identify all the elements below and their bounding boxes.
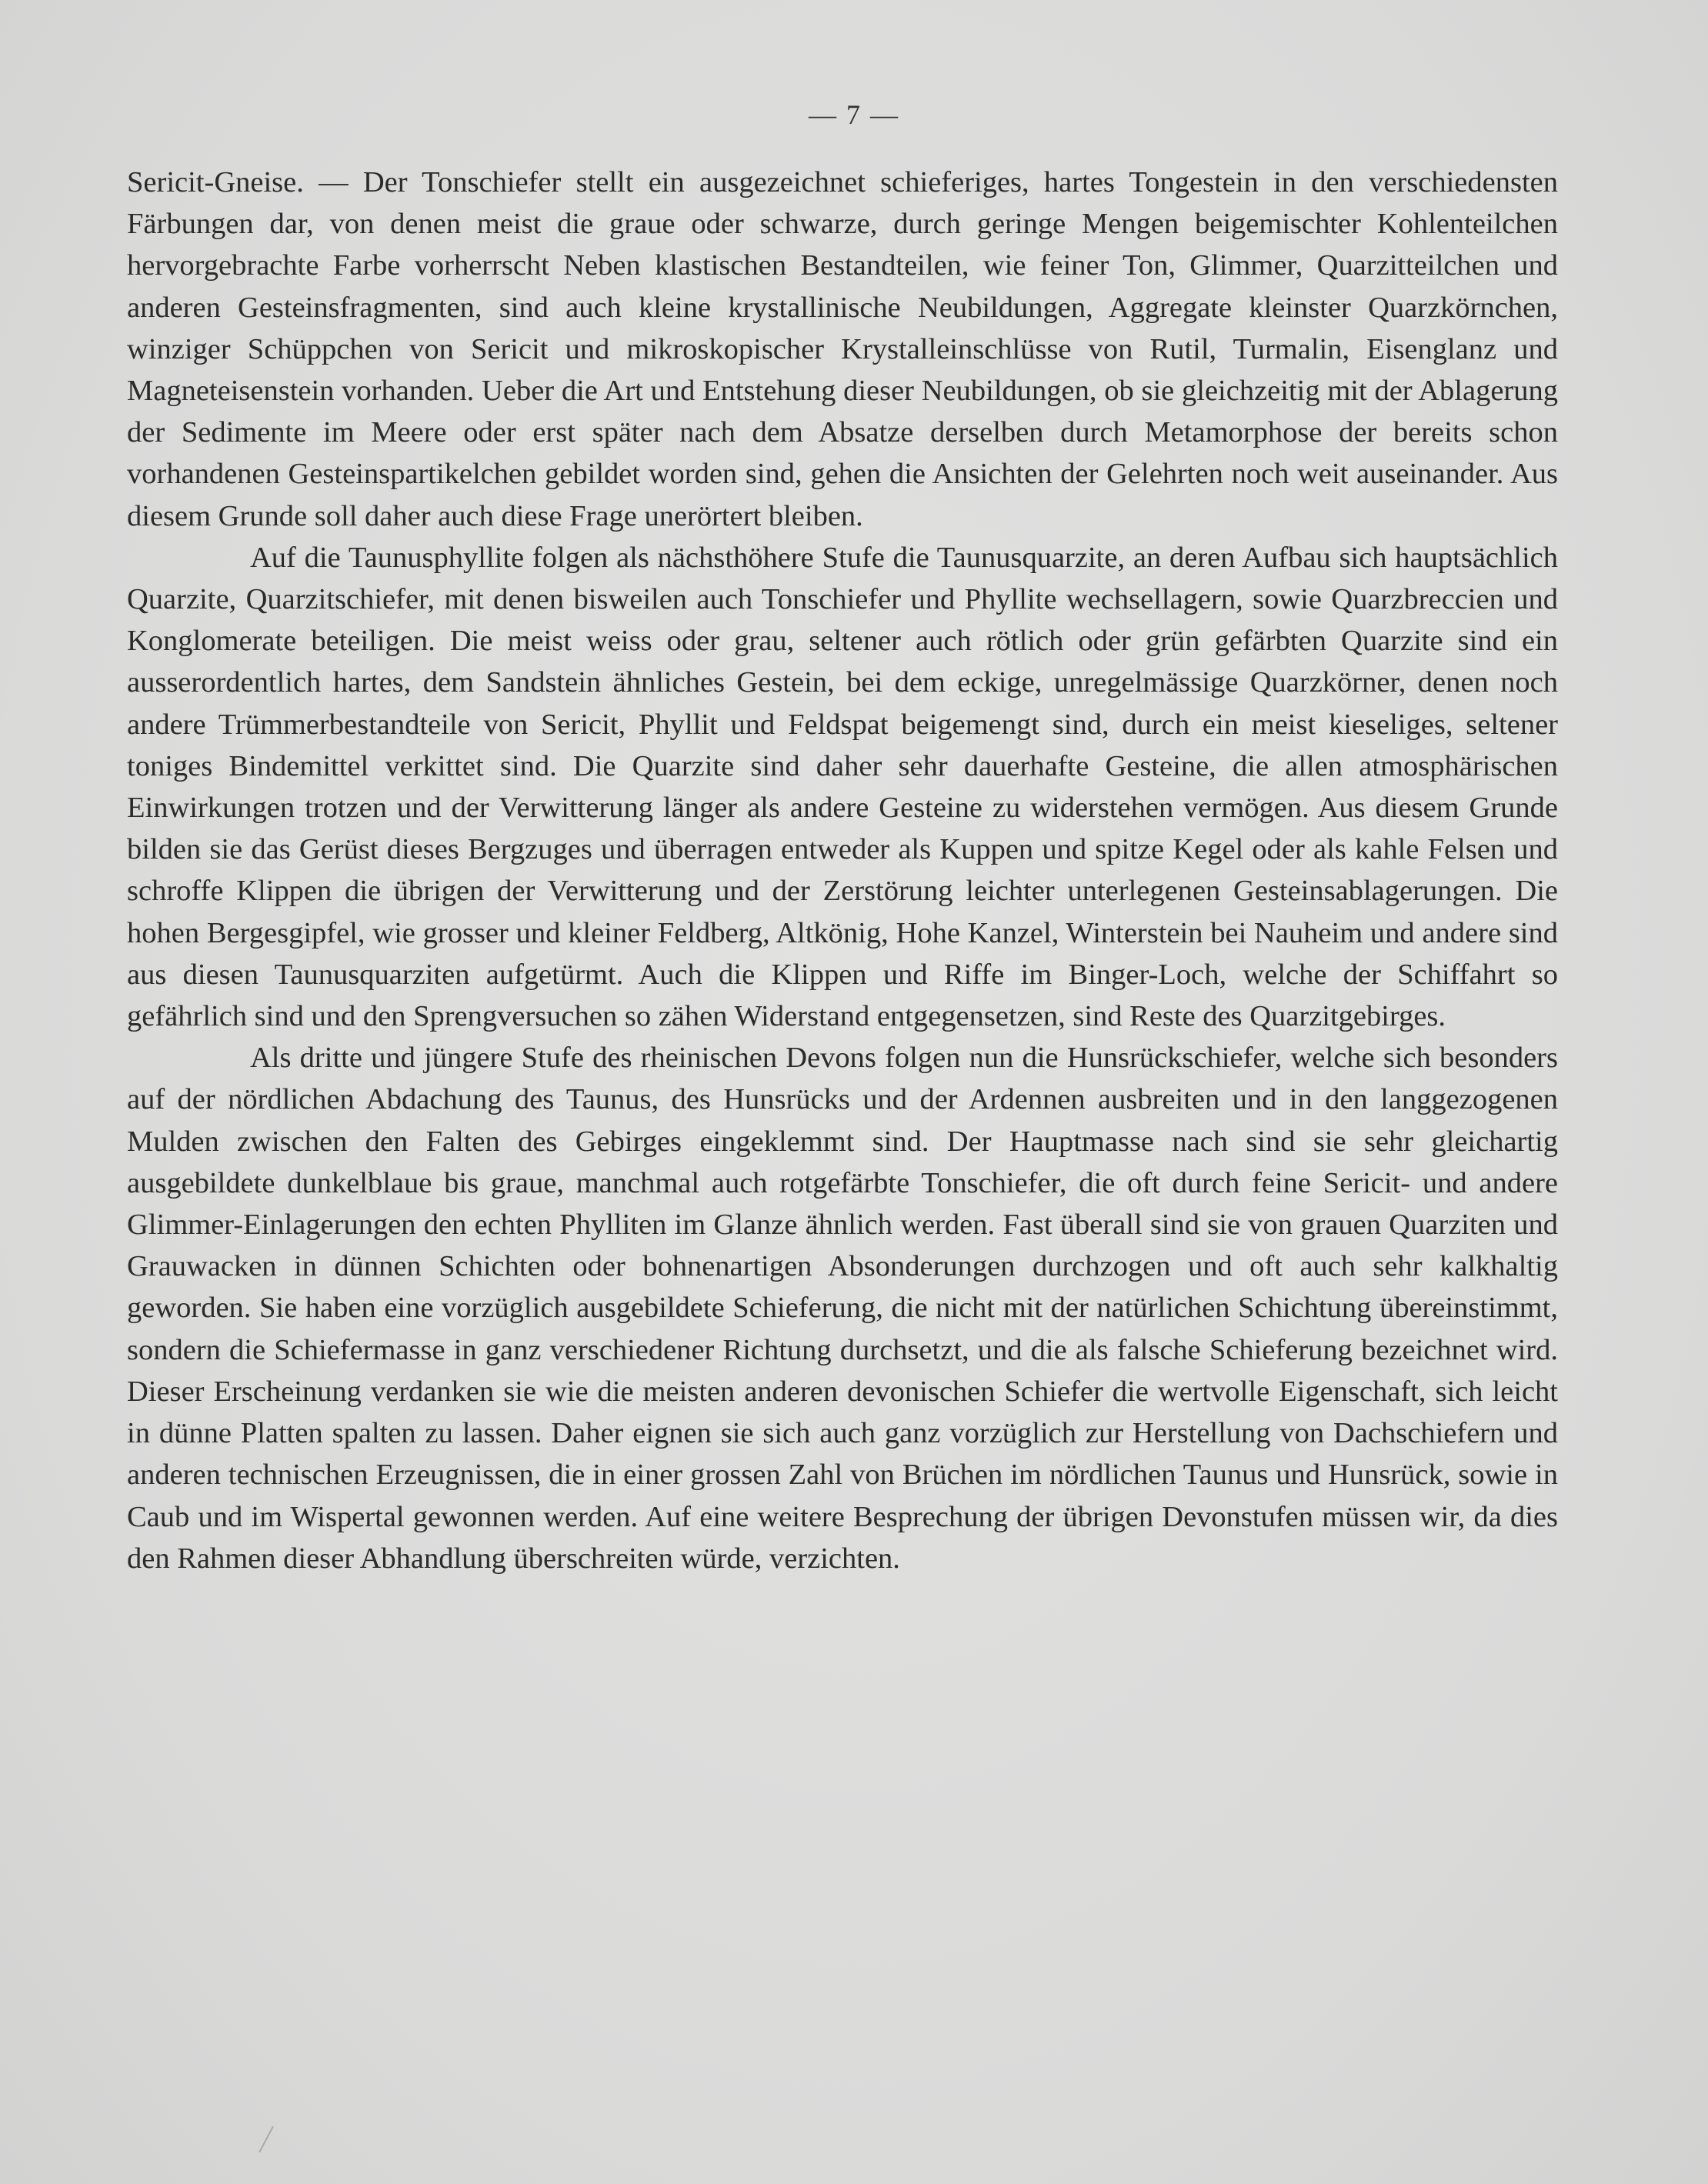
pencil-mark [259, 2126, 274, 2152]
page-number: — 7 — [809, 99, 899, 130]
paragraph-3: Als dritte und jüngere Stufe des rheinischen Devons folgen nun die Hunsrückschiefer, welche sich besonders auf der nördlichen Abdachung des Taunus, des Hunsrücks und der Ardennen ausbreiten und in den langgezogenen Mulden zwischen den Falten des Gebirges eingeklemmt sind. Der Hauptmasse nach sind sie sehr gleichartig ausgebildete dunkelblaue bis graue, manchmal auch rotgefärbte Tonschiefer, die oft durch feine Sericit- und andere Glimmer-Einlagerungen den echten Phylliten im Glanze ähnlich werden. Fast überall sind sie von grauen Quarziten und Grauwacken in dünnen Schichten oder bohnenartigen Absonderungen durchzogen und oft auch sehr kalkhaltig geworden. Sie haben eine vorzüglich ausgebildete Schieferung, die nicht mit der natürlichen Schichtung übereinstimmt, sondern die Schiefermasse in ganz verschiedener Richtung durchsetzt, und die als falsche Schieferung bezeichnet wird. Dieser Erscheinung verdanken sie wie die meisten anderen devonischen Schiefer die wertvolle Eigenschaft, sich leicht in dünne Platten spalten zu lassen. Daher eignen sie sich auch ganz vorzüglich zur Herstellung von Dachschiefern und anderen technischen Erzeugnissen, die in einer grossen Zahl von Brüchen im nördlichen Taunus und Hunsrück, sowie in Caub und im Wispertal gewonnen werden. Auf eine weitere Besprechung der übrigen Devonstufen müssen wir, da dies den Rahmen dieser Abhandlung überschreiten würde, verzichten. [127, 1042, 1558, 1575]
body-text [127, 162, 1558, 1579]
paragraph-2: Auf die Taunusphyllite folgen als nächsthöhere Stufe die Taunusquarzite, an deren Aufbau sich hauptsächlich Quarzite, Quarzitschiefer, mit denen bisweilen auch Tonschiefer und Phyllite wechsellagern, sowie Quarzbreccien und Konglomerate beteiligen. Die meist weiss oder grau, seltener auch rötlich oder grün gefärbten Quarzite sind ein ausserordentlich hartes, dem Sandstein ähnliches Gestein, bei dem eckige, unregelmässige Quarzkörner, denen noch andere Trümmerbestandteile von Sericit, Phyllit und Feldspat beigemengt sind, durch ein meist kieseliges, seltener toniges Bindemittel verkittet sind. Die Quarzite sind daher sehr dauerhafte Gesteine, die allen atmosphärischen Einwirkungen trotzen und der Verwitterung länger als andere Gesteine zu widerstehen vermögen. Aus diesem Grunde bilden sie das Gerüst dieses Bergzuges und überragen entweder als Kuppen und spitze Kegel oder als kahle Felsen und schroffe Klippen die übrigen der Verwitterung und der Zerstörung leichter unterlegenen Gesteinsablagerungen. Die hohen Bergesgipfel, wie grosser und kleiner Feldberg, Altkönig, Hohe Kanzel, Winterstein bei Nauheim und andere sind aus diesen Taunusquarziten aufgetürmt. Auch die Klippen und Riffe im Binger-Loch, welche der Schiffahrt so gefährlich sind und den Sprengversuchen so zähen Widerstand entgegensetzen, sind Reste des Quarzitgebirges. [127, 541, 1558, 1033]
paragraph-1: Sericit-Gneise. — Der Tonschiefer stellt ein ausgezeichnet schieferiges, hartes Tongestein in den verschiedensten Färbungen dar, von denen meist die graue oder schwarze, durch geringe Mengen beigemischter Kohlenteilchen hervorgebrachte Farbe vorherrscht Neben klastischen Bestandteilen, wie feiner Ton, Glimmer, Quarzitteilchen und anderen Gesteinsfragmenten, sind auch kleine krystallinische Neubildungen, Aggregate kleinster Quarzkörnchen, winziger Schüppchen von Sericit und mikroskopischer Krystalleinschlüsse von Rutil, Turmalin, Eisenglanz und Magneteisenstein vorhanden. Ueber die Art und Entstehung dieser Neubildungen, ob sie gleichzeitig mit der Ablagerung der Sedimente im Meere oder erst später nach dem Absatze derselben durch Metamorphose der bereits schon vorhandenen Gesteinspartikelchen gebildet worden sind, gehen die Ansichten der Gelehrten noch weit auseinander. Aus diesem Grunde soll daher auch diese Frage unerörtert bleiben. [127, 166, 1558, 532]
